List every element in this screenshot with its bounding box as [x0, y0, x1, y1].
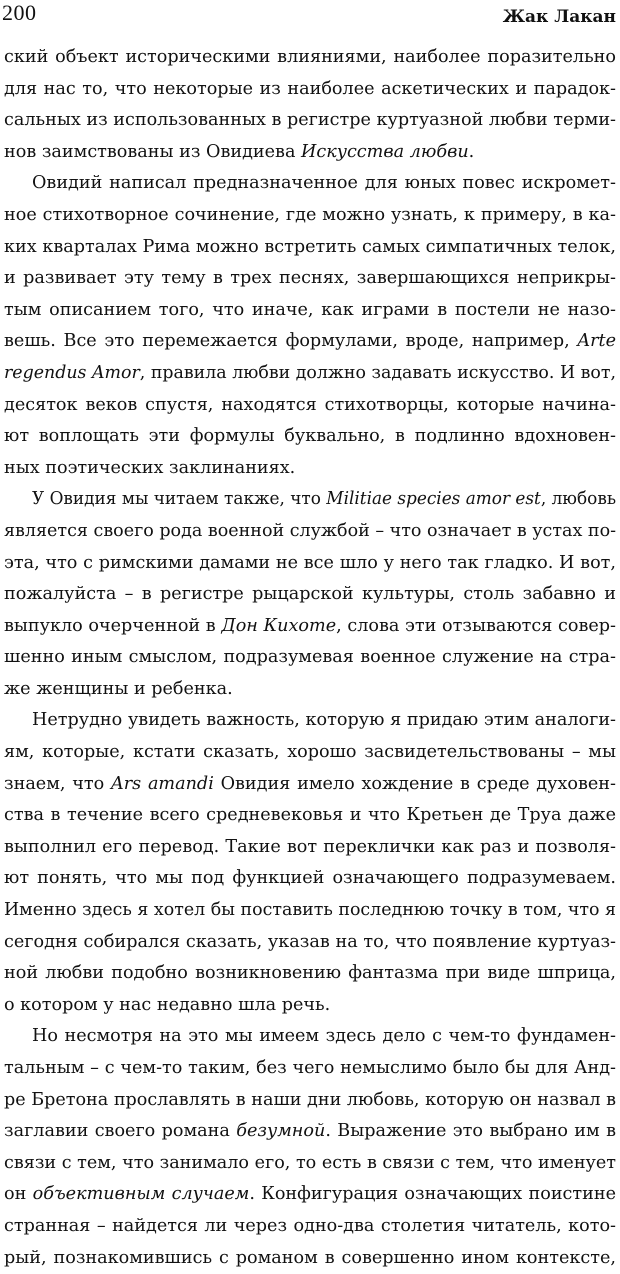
text-line	[4, 769, 616, 801]
text-line	[4, 232, 616, 264]
text-line	[4, 358, 616, 390]
text-segment: Но несмотря на это мы имеем здесь дело с чем-то фундамен-	[32, 1026, 616, 1047]
text-line	[4, 737, 616, 769]
text-segment: знаем, что	[4, 773, 112, 794]
text-segment: , слова эти отзываются совер-	[336, 615, 616, 636]
italic-text: безумной	[236, 1121, 326, 1142]
text-line	[4, 611, 616, 643]
text-line	[4, 674, 616, 706]
text-segment: эта, что с римскими дамами не все шло у него так гладко. И вот,	[4, 552, 616, 573]
text-segment: Овидия имело хождение в среде духовен-	[213, 773, 616, 794]
text-line	[4, 705, 616, 737]
italic-text: Arte	[577, 331, 616, 352]
text-line	[4, 484, 616, 516]
text-line	[4, 421, 616, 453]
text-segment: ное стихотворное сочинение, где можно узнать, к примеру, в ка-	[4, 204, 616, 225]
text-segment: ют воплощать эти формулы буквально, в подлинно вдохновен-	[4, 426, 616, 447]
italic-text: Militiae species amor est	[326, 489, 541, 510]
text-segment: он	[4, 1184, 33, 1205]
text-line	[4, 800, 616, 832]
text-line	[4, 895, 616, 927]
text-segment: пожалуйста – в регистре рыцарской культуры, столь забавно и	[4, 584, 616, 605]
text-line	[4, 390, 616, 422]
running-head: Жак Лакан	[502, 7, 616, 27]
text-segment: шенно иным смыслом, подразумевая военное служение на стра-	[4, 647, 616, 668]
text-line	[4, 263, 616, 295]
text-line	[4, 990, 616, 1022]
text-segment: ям, которые, кстати сказать, хорошо засвидетельствованы – мы	[4, 742, 616, 763]
text-segment: вешь. Все это перемежается формулами, вроде, например,	[4, 331, 578, 352]
text-segment: , любовь	[540, 489, 616, 510]
text-segment: выполнил его перевод. Такие вот переклички как раз и позволя-	[4, 836, 616, 857]
text-segment: . Выражение это выбрано им в	[325, 1121, 616, 1142]
text-line	[4, 1243, 616, 1274]
text-line	[4, 1021, 616, 1053]
text-line	[4, 137, 616, 169]
text-line	[4, 1179, 616, 1211]
text-segment: , правила любви должно задавать искусство. И вот,	[139, 362, 616, 383]
text-segment: странная – найдется ли через одно-два столетия читатель, кото-	[4, 1215, 616, 1236]
text-line	[4, 1085, 616, 1117]
page-number: 200	[2, 0, 37, 25]
text-line	[4, 958, 616, 990]
text-line	[4, 516, 616, 548]
text-segment: заглавии своего романа	[4, 1121, 237, 1142]
text-line	[4, 1116, 616, 1148]
text-segment: ства в течение всего средневековья и что Кретьен де Труа даже	[4, 805, 616, 826]
text-line	[4, 548, 616, 580]
text-line	[4, 579, 616, 611]
text-segment: рый, познакомившись с романом в совершенно ином контексте,	[4, 1247, 616, 1268]
body-text	[4, 42, 616, 1274]
text-line	[4, 200, 616, 232]
text-segment: Нетрудно увидеть важность, которую я придаю этим аналоги-	[32, 710, 616, 731]
page-header	[0, 0, 620, 30]
text-line	[4, 927, 616, 959]
text-line	[4, 105, 616, 137]
text-segment: для нас то, что некоторые из наиболее аскетических и парадок-	[4, 78, 616, 99]
text-segment: Именно здесь я хотел бы поставить последнюю точку в том, что я	[4, 900, 616, 921]
text-segment: связи с тем, что занимало его, то есть в связи с тем, что именует	[4, 1152, 616, 1173]
italic-text: Ars amandi	[111, 773, 214, 794]
text-segment: же женщины и ребенка.	[4, 678, 233, 699]
text-line	[4, 326, 616, 358]
text-line	[4, 295, 616, 327]
text-line	[4, 863, 616, 895]
text-line	[4, 42, 616, 74]
text-segment: и развивает эту тему в трех песнях, завершающихся неприкры-	[4, 268, 616, 289]
text-segment: тальным – с чем-то таким, без чего немыслимо было бы для Анд-	[4, 1058, 616, 1078]
text-line	[4, 642, 616, 674]
text-segment: о котором у нас недавно шла речь.	[4, 994, 331, 1015]
text-segment: ский объект историческими влияниями, наиболее поразительно	[4, 47, 616, 67]
text-segment: нов заимствованы из Овидиева	[4, 141, 302, 162]
italic-text: regendus Amor	[4, 362, 140, 383]
text-line	[4, 1053, 616, 1085]
text-segment: .	[468, 141, 475, 162]
text-segment: ной любви подобно возникновению фантазма при виде шприца,	[4, 963, 616, 984]
text-segment: ных поэтических заклинаниях.	[4, 457, 296, 478]
text-segment: ют понять, что мы под функцией означающего подразумеваем.	[4, 868, 616, 889]
text-segment: является своего рода военной службой – что означает в устах по-	[4, 520, 616, 541]
text-line	[4, 74, 616, 106]
text-segment: сегодня собирался сказать, указав на то, что появление куртуаз-	[4, 931, 616, 952]
text-line	[4, 832, 616, 864]
text-segment: Овидий написал предназначенное для юных повес искромет-	[32, 173, 616, 194]
text-segment: У Овидия мы читаем также, что	[32, 489, 327, 510]
text-line	[4, 168, 616, 200]
text-segment: выпукло очерченной в	[4, 615, 222, 636]
italic-text: Искусства любви	[301, 141, 469, 162]
italic-text: Дон Кихоте	[221, 615, 337, 636]
text-segment: . Конфигурация означающих поистине	[249, 1184, 616, 1205]
text-segment: ре Бретона прославлять в наши дни любовь, которую он назвал в	[4, 1089, 616, 1110]
text-line	[4, 453, 616, 485]
text-segment: десяток веков спустя, находятся стихотворцы, которые начина-	[4, 394, 616, 415]
text-line	[4, 1211, 616, 1243]
text-segment: тым описанием того, что иначе, как играми в постели не назо-	[4, 299, 616, 320]
text-segment: сальных из использованных в регистре куртуазной любви терми-	[4, 110, 616, 131]
text-line	[4, 1148, 616, 1180]
italic-text: объективным случаем	[32, 1184, 250, 1205]
text-segment: ких кварталах Рима можно встретить самых симпатичных телок,	[4, 236, 616, 257]
